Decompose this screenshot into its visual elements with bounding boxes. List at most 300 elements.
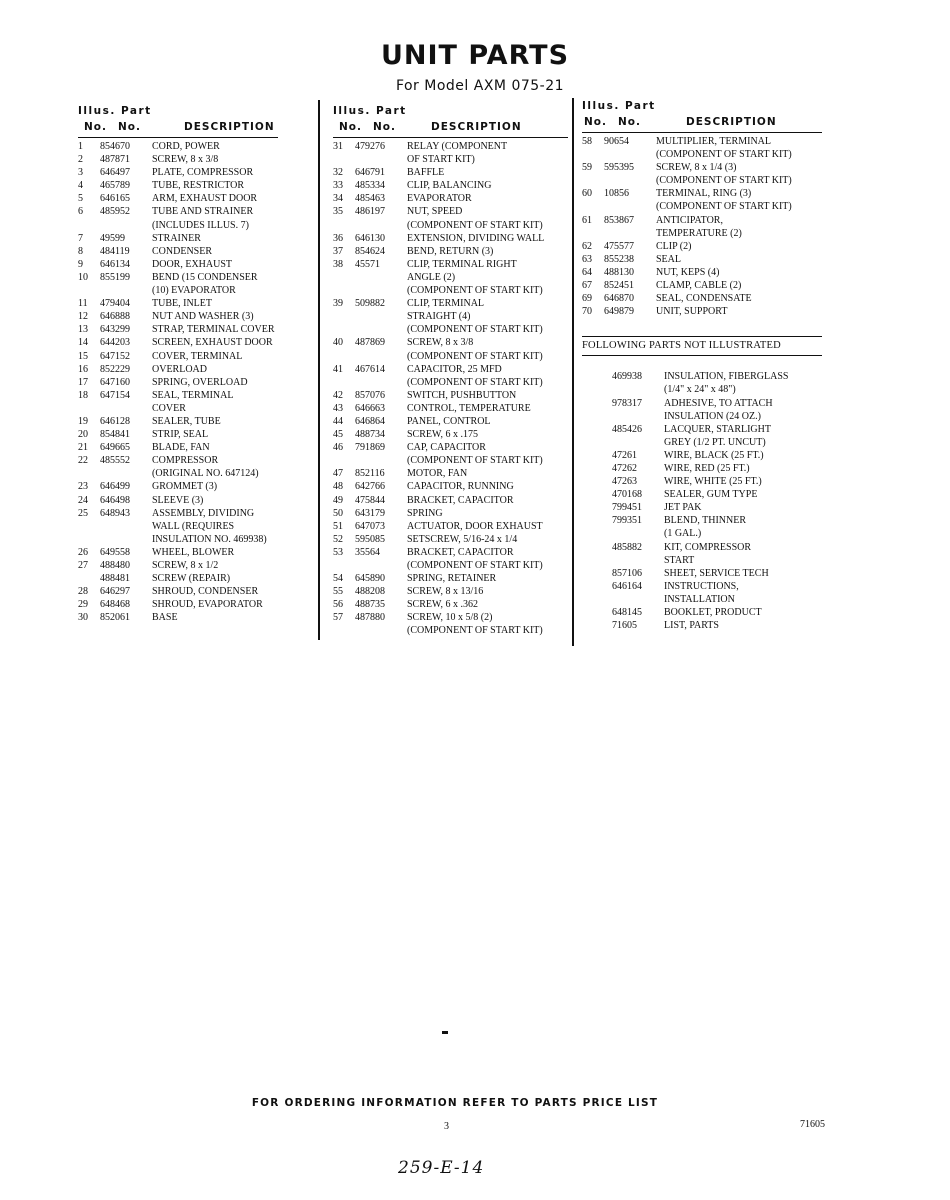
illus-number: 52	[333, 533, 343, 545]
parts-row	[333, 140, 568, 153]
part-number: 852451	[604, 280, 634, 292]
part-number: 646870	[604, 293, 634, 305]
part-description: CLIP, TERMINAL	[407, 298, 485, 310]
part-number: 595395	[604, 162, 634, 174]
part-description: CONDENSER	[152, 245, 213, 257]
part-description: MOTOR, FAN	[407, 468, 468, 480]
illus-number: 35	[333, 206, 343, 218]
parts-row	[78, 376, 278, 389]
illus-number: 19	[78, 415, 88, 427]
part-number	[612, 527, 664, 540]
not-illustrated-row	[612, 580, 822, 593]
part-number: 855238	[604, 253, 634, 265]
part-description: (COMPONENT OF START KIT)	[407, 625, 543, 637]
part-description: CORD, POWER	[152, 141, 220, 152]
parts-row	[333, 310, 568, 323]
part-description: WALL (REQUIRES	[152, 520, 235, 532]
parts-column-3	[582, 98, 822, 632]
part-description: (10) EVAPORATOR	[152, 285, 236, 297]
part-number: 645890	[355, 573, 385, 585]
part-description: (COMPONENT OF START KIT)	[656, 149, 792, 161]
part-number: 644203	[100, 337, 130, 349]
illus-number: 10	[78, 271, 88, 283]
part-description: GROMMET (3)	[152, 481, 218, 493]
illus-number	[582, 200, 604, 213]
illus-number	[78, 219, 100, 232]
part-number: 509882	[355, 298, 385, 310]
description-header: DESCRIPTION	[184, 121, 275, 133]
part-number: 49599	[100, 232, 125, 244]
part-number: 855199	[100, 271, 130, 283]
part-description: SPRING, OVERLOAD	[152, 376, 248, 388]
part-description: WIRE, RED (25 FT.)	[664, 462, 750, 474]
parts-row	[78, 363, 278, 376]
part-number: 646165	[100, 193, 130, 205]
part-number: 649665	[100, 442, 130, 454]
part-number: 799451	[612, 502, 642, 514]
part-number: 45571	[355, 258, 380, 270]
illus-number	[333, 284, 355, 297]
not-illustrated-row	[612, 593, 822, 606]
parts-row	[78, 494, 278, 507]
part-description: TEMPERATURE (2)	[656, 227, 742, 239]
part-description: BRACKET, CAPACITOR	[407, 546, 514, 558]
illus-number: 63	[582, 253, 592, 265]
illus-number: 14	[78, 337, 88, 349]
part-number: 485463	[355, 193, 385, 205]
part-number	[355, 454, 407, 467]
part-number	[612, 593, 664, 606]
parts-row	[333, 467, 568, 480]
parts-row	[333, 494, 568, 507]
part-description: (ORIGINAL NO. 647124)	[152, 468, 259, 480]
illus-number: 1	[78, 141, 83, 152]
parts-row	[78, 520, 278, 533]
part-number: 646134	[100, 258, 130, 270]
illus-number: 3	[78, 167, 83, 179]
parts-row	[78, 179, 278, 192]
illus-number: 6	[78, 206, 83, 218]
part-description: SCREW, 8 x 3/8	[152, 154, 219, 166]
illus-number	[78, 533, 100, 546]
illus-number: 41	[333, 363, 343, 375]
part-description: BRACKET, CAPACITOR	[407, 494, 514, 506]
part-number	[100, 520, 152, 533]
parts-column-2	[333, 103, 568, 638]
not-illustrated-row	[612, 397, 822, 410]
document-number: 71605	[800, 1119, 825, 1130]
part-number: 47263	[612, 476, 637, 488]
part-description: LIST, PARTS	[664, 620, 719, 632]
illus-number: 62	[582, 240, 592, 252]
illus-number: 25	[78, 507, 88, 519]
part-description: SCREW, 8 x 1/2	[152, 560, 219, 571]
part-description: CAP, CAPACITOR	[407, 442, 486, 454]
parts-row	[333, 441, 568, 454]
illus-number: 60	[582, 188, 592, 200]
illus-number: 57	[333, 612, 343, 624]
part-description: PANEL, CONTROL	[407, 415, 491, 427]
not-illustrated-row	[612, 606, 822, 619]
part-description: BEND, RETURN (3)	[407, 245, 494, 257]
parts-row	[333, 559, 568, 572]
part-number: 485552	[100, 455, 130, 467]
part-number	[355, 376, 407, 389]
part-description: RELAY (COMPONENT	[407, 141, 508, 152]
part-description: (COMPONENT OF START KIT)	[407, 455, 543, 467]
illus-number: 49	[333, 494, 343, 506]
illus-number	[333, 376, 355, 389]
parts-row	[333, 205, 568, 218]
part-number: 485334	[355, 180, 385, 192]
part-description: (1 GAL.)	[664, 528, 702, 540]
part-number	[355, 310, 407, 323]
illus-number	[582, 174, 604, 187]
illus-number: 29	[78, 599, 88, 611]
parts-row	[78, 350, 278, 363]
illus-number: 34	[333, 193, 343, 205]
illus-number: 70	[582, 306, 592, 318]
part-description: UNIT, SUPPORT	[656, 306, 728, 318]
part-number: 467614	[355, 363, 385, 375]
parts-row	[78, 166, 278, 179]
illus-no-header: No.	[339, 121, 362, 133]
part-number: 647073	[355, 520, 385, 532]
part-number: 648468	[100, 599, 130, 611]
part-description: STRAINER	[152, 232, 201, 244]
part-number: 488735	[355, 599, 385, 611]
illus-number: 46	[333, 442, 343, 454]
part-number	[604, 174, 656, 187]
part-number: 475577	[604, 240, 634, 252]
handwritten-note: 259-E-14	[398, 1158, 485, 1178]
part-number: 485952	[100, 206, 130, 218]
part-description: CAPACITOR, RUNNING	[407, 481, 514, 493]
part-number: 852229	[100, 363, 130, 375]
part-description: ADHESIVE, TO ATTACH	[664, 397, 773, 409]
illus-number: 31	[333, 141, 343, 152]
ordering-footer: FOR ORDERING INFORMATION REFER TO PARTS PRICE LIST	[251, 1097, 659, 1109]
part-description: TERMINAL, RING (3)	[656, 188, 752, 200]
illus-number	[582, 227, 604, 240]
parts-row	[333, 598, 568, 611]
parts-row	[78, 232, 278, 245]
illus-number: 64	[582, 266, 592, 278]
page-number: 3	[444, 1121, 449, 1132]
illus-number: 24	[78, 494, 88, 506]
parts-row	[78, 507, 278, 520]
part-description: START	[664, 554, 695, 566]
parts-row	[78, 572, 278, 585]
parts-row	[78, 153, 278, 166]
parts-row	[333, 376, 568, 389]
part-description: ANGLE (2)	[407, 271, 456, 283]
not-illustrated-row	[612, 462, 822, 475]
part-description: BASE	[152, 612, 178, 624]
part-description: SHROUD, EVAPORATOR	[152, 599, 263, 611]
parts-row	[78, 611, 278, 624]
parts-row	[78, 467, 278, 480]
parts-row	[333, 480, 568, 493]
illus-no-header: No.	[84, 121, 107, 133]
parts-row	[582, 200, 822, 213]
part-description: SEALER, GUM TYPE	[664, 489, 758, 501]
part-description: SHEET, SERVICE TECH	[664, 567, 769, 579]
part-description: SWITCH, PUSHBUTTON	[407, 389, 517, 401]
part-description: NUT, SPEED	[407, 206, 463, 218]
part-number: 488480	[100, 560, 130, 571]
part-number: 643299	[100, 324, 130, 336]
part-description: TUBE AND STRAINER	[152, 206, 254, 218]
part-number: 488130	[604, 266, 634, 278]
part-description: CLAMP, CABLE (2)	[656, 280, 742, 292]
illus-number	[333, 323, 355, 336]
part-description: CONTROL, TEMPERATURE	[407, 402, 531, 414]
parts-row	[78, 284, 278, 297]
parts-row	[582, 292, 822, 305]
part-number: 486197	[355, 206, 385, 218]
part-number: 485426	[612, 423, 642, 435]
parts-row	[582, 266, 822, 279]
parts-row	[78, 140, 278, 153]
part-description: CLIP (2)	[656, 240, 692, 252]
parts-row	[78, 546, 278, 559]
part-description: JET PAK	[664, 502, 702, 514]
description-header: DESCRIPTION	[431, 121, 522, 133]
part-number: 646130	[355, 232, 385, 244]
part-number: 488481	[100, 573, 130, 585]
parts-row	[78, 258, 278, 271]
parts-row	[582, 279, 822, 292]
parts-row	[78, 441, 278, 454]
part-description: SETSCREW, 5/16-24 x 1/4	[407, 533, 518, 545]
illus-number: 15	[78, 350, 88, 362]
illus-number: 37	[333, 245, 343, 257]
part-description: SEAL	[656, 253, 681, 265]
parts-row	[333, 153, 568, 166]
center-mark	[442, 1031, 448, 1034]
parts-row	[333, 533, 568, 546]
illus-number	[582, 148, 604, 161]
not-illustrated-row	[612, 541, 822, 554]
illus-number: 47	[333, 468, 343, 480]
part-description: STRIP, SEAL	[152, 429, 209, 441]
parts-row	[78, 585, 278, 598]
parts-row	[582, 174, 822, 187]
part-number: 47262	[612, 462, 637, 474]
parts-row	[333, 428, 568, 441]
part-description: SPRING, RETAINER	[407, 573, 497, 585]
part-number: 649558	[100, 546, 130, 558]
part-number: 852061	[100, 612, 130, 624]
part-description: CLIP, BALANCING	[407, 180, 492, 192]
illus-number: 27	[78, 560, 88, 571]
illus-number: 9	[78, 258, 83, 270]
parts-row	[78, 192, 278, 205]
parts-row	[78, 219, 278, 232]
part-number: 90654	[604, 136, 629, 147]
part-description: (COMPONENT OF START KIT)	[407, 219, 543, 231]
part-description: CAPACITOR, 25 MFD	[407, 363, 502, 375]
part-number: 646499	[100, 481, 130, 493]
part-description: SCREW, 10 x 5/8 (2)	[407, 612, 493, 624]
not-illustrated-row	[612, 567, 822, 580]
part-description: GREY (1/2 PT. UNCUT)	[664, 436, 766, 448]
part-number	[100, 467, 152, 480]
part-number: 646497	[100, 167, 130, 179]
parts-column-1	[78, 103, 278, 624]
parts-row	[333, 454, 568, 467]
not-illustrated-row	[612, 423, 822, 436]
illus-number: 12	[78, 311, 88, 323]
part-number: 479404	[100, 298, 130, 310]
parts-row	[333, 297, 568, 310]
illus-number: 7	[78, 232, 83, 244]
parts-row	[333, 507, 568, 520]
part-number: 649879	[604, 306, 634, 318]
parts-row	[78, 271, 278, 284]
part-number: 595085	[355, 533, 385, 545]
parts-row	[333, 585, 568, 598]
not-illustrated-row	[612, 370, 822, 383]
part-number: 484119	[100, 245, 130, 257]
part-description: MULTIPLIER, TERMINAL	[656, 136, 771, 147]
illus-number	[333, 310, 355, 323]
part-description: INSULATION, FIBERGLASS	[664, 371, 789, 383]
illus-number: 22	[78, 455, 88, 467]
part-number: 488208	[355, 586, 385, 598]
part-number	[100, 219, 152, 232]
illus-number: 54	[333, 573, 343, 585]
part-number: 646297	[100, 586, 130, 598]
part-description: NUT, KEPS (4)	[656, 266, 720, 278]
part-description: SCREW, 6 x .362	[407, 599, 479, 611]
part-description: COVER	[152, 402, 186, 414]
part-description: PLATE, COMPRESSOR	[152, 167, 254, 179]
part-description: STRAP, TERMINAL COVER	[152, 324, 275, 336]
part-number: 488734	[355, 429, 385, 441]
illus-part-header: Illus. Part	[582, 100, 656, 112]
part-description: ARM, EXHAUST DOOR	[152, 193, 258, 205]
illus-no-header: No.	[584, 116, 607, 128]
parts-row	[78, 559, 278, 572]
part-description: SCREW, 8 x 3/8	[407, 337, 474, 349]
illus-number	[333, 219, 355, 232]
part-number	[612, 554, 664, 567]
illus-number	[78, 572, 100, 585]
parts-row	[582, 135, 822, 148]
part-number: 487869	[355, 337, 385, 349]
part-description: BLADE, FAN	[152, 442, 210, 454]
parts-row	[333, 179, 568, 192]
part-number	[355, 624, 407, 637]
illus-number: 2	[78, 154, 83, 166]
illus-number	[78, 467, 100, 480]
part-description: SEAL, CONDENSATE	[656, 293, 752, 305]
illus-number: 50	[333, 507, 343, 519]
not-illustrated-row	[612, 501, 822, 514]
part-number: 646888	[100, 311, 130, 323]
part-number	[355, 153, 407, 166]
illus-number: 58	[582, 136, 592, 147]
illus-number	[78, 284, 100, 297]
part-number: 35564	[355, 546, 380, 558]
part-description: BAFFLE	[407, 167, 445, 179]
not-illustrated-row	[612, 449, 822, 462]
parts-row	[78, 454, 278, 467]
not-illustrated-row	[612, 383, 822, 396]
part-description: (INCLUDES ILLUS. 7)	[152, 219, 249, 231]
parts-row	[582, 187, 822, 200]
parts-row	[333, 611, 568, 624]
part-number: 854841	[100, 429, 130, 441]
not-illustrated-row	[612, 619, 822, 632]
parts-row	[78, 323, 278, 336]
illus-number	[333, 271, 355, 284]
part-description: (COMPONENT OF START KIT)	[407, 324, 543, 336]
illus-number: 43	[333, 402, 343, 414]
parts-row	[78, 415, 278, 428]
part-number: 791869	[355, 442, 385, 454]
illus-number: 18	[78, 389, 88, 401]
parts-row	[333, 323, 568, 336]
parts-row	[333, 520, 568, 533]
description-header: DESCRIPTION	[686, 116, 777, 128]
parts-row	[78, 428, 278, 441]
part-number: 647152	[100, 350, 130, 362]
not-illustrated-row	[612, 527, 822, 540]
part-number: 647160	[100, 376, 130, 388]
illus-number: 56	[333, 599, 343, 611]
parts-row	[78, 205, 278, 218]
parts-row	[582, 214, 822, 227]
part-number: 978317	[612, 397, 642, 409]
part-number	[100, 284, 152, 297]
parts-row	[333, 232, 568, 245]
parts-row	[333, 219, 568, 232]
parts-row	[78, 336, 278, 349]
parts-row	[582, 148, 822, 161]
not-illustrated-row	[612, 475, 822, 488]
part-number: 854624	[355, 245, 385, 257]
part-description: SLEEVE (3)	[152, 494, 204, 506]
illus-number: 30	[78, 612, 88, 624]
part-description: NUT AND WASHER (3)	[152, 311, 254, 323]
part-number: 648943	[100, 507, 130, 519]
part-number: 487871	[100, 154, 130, 166]
part-description: ACTUATOR, DOOR EXHAUST	[407, 520, 543, 532]
part-number: 646864	[355, 415, 385, 427]
parts-row	[333, 389, 568, 402]
part-description: SHROUD, CONDENSER	[152, 586, 259, 598]
parts-row	[78, 533, 278, 546]
part-number	[612, 410, 664, 423]
part-description: LACQUER, STARLIGHT	[664, 423, 771, 435]
part-number	[355, 323, 407, 336]
column-divider	[572, 98, 574, 646]
parts-row	[333, 402, 568, 415]
parts-list	[333, 138, 568, 638]
illus-number: 28	[78, 586, 88, 598]
parts-row	[333, 363, 568, 376]
illus-number	[78, 402, 100, 415]
illus-number: 16	[78, 363, 88, 375]
part-number: 465789	[100, 180, 130, 192]
illus-number	[333, 350, 355, 363]
part-number	[355, 350, 407, 363]
parts-row	[333, 572, 568, 585]
parts-row	[78, 598, 278, 611]
